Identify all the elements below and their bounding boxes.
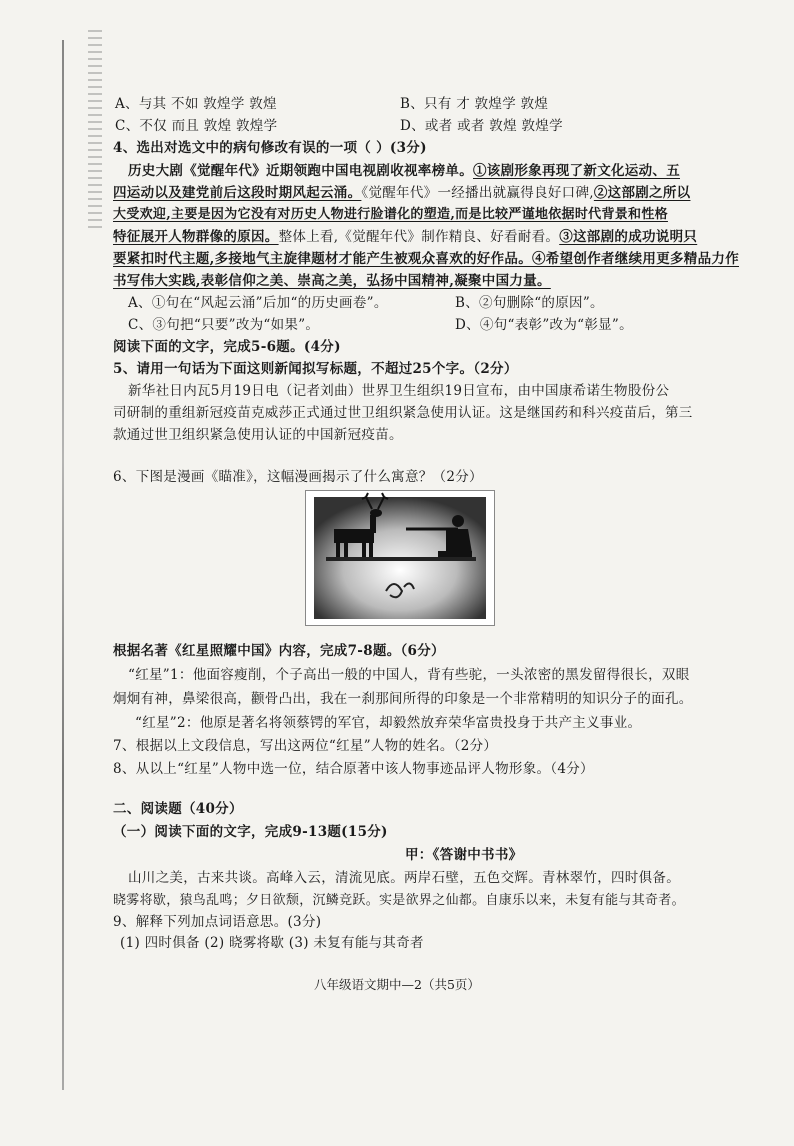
q4-para-line4 xyxy=(113,228,697,246)
q4-sentence-3-cont: 要紧扣时代主题,多接地气主旋律题材才能产生被观众喜欢的好作品。 xyxy=(113,251,532,267)
q4-sentence-2: ②这部剧之所以 xyxy=(593,185,691,201)
q4-sentence-2-cont: 大受欢迎,主要是因为它没有对历史人物进行脸谱化的塑造,而是比较严谨地依据时代背景和性格 xyxy=(113,207,668,222)
q4-sentence-1: ①该剧形象再现了新文化运动、五 xyxy=(473,163,680,179)
q5-news-line1: 新华社日内瓦5月19日电（记者刘曲）世界卫生组织19日宣布，由中国康希诺生物股份公 xyxy=(128,383,670,399)
q4-text: 《觉醒年代》一经播出就赢得良好口碑, xyxy=(361,185,594,201)
q4-sentence-4-cont: 书写伟大实践,表彰信仰之美、崇高之美，弘扬中国精神,凝聚中国力量。 xyxy=(113,273,551,289)
q9-items: (1) 四时俱备 (2) 晓雾将歇 (3) 未复有能与其奇者 xyxy=(120,935,424,951)
red-star-2: “红星”2：他原是著名将领蔡锷的军官，却毅然放弃荣华富贵投身于共产主义事业。 xyxy=(135,715,642,731)
q3-option-d: D、或者 或者 敦煌 敦煌学 xyxy=(400,118,563,134)
q4-para-line5 xyxy=(113,250,739,268)
text-jia-title: 甲：《答谢中书书》 xyxy=(405,847,523,863)
q4-stem: 4、选出对选文中的病句修改有误的一项（ ）(3分) xyxy=(113,140,427,156)
q4-text: 整体上看,《觉醒年代》制作精良、好看耐看。 xyxy=(278,229,560,245)
q4-option-b: B、②句删除“的原因”。 xyxy=(455,295,604,311)
cartoon-aiming-image xyxy=(305,490,495,626)
q4-option-a: A、①句在“风起云涌”后加“的历史画卷”。 xyxy=(128,295,388,311)
q5-6-intro: 阅读下面的文字，完成5-6题。(4分) xyxy=(113,339,341,355)
q7-stem: 7、根据以上文段信息，写出这两位“红星”人物的姓名。（2分） xyxy=(113,738,498,754)
q5-news-line3: 款通过世卫组织紧急使用认证的中国新冠疫苗。 xyxy=(113,427,403,443)
q4-para-line2 xyxy=(113,184,690,202)
q4-option-c: C、③句把“只要”改为“如果”。 xyxy=(128,317,320,333)
q9-stem: 9、解释下列加点词语意思。(3分) xyxy=(113,914,322,930)
text-jia-line2: 晓雾将歇，猿鸟乱鸣；夕日欲颓，沉鳞竞跃。实是欲界之仙都。自康乐以来，未复有能与其奇者。 xyxy=(113,893,685,908)
text-jia-line1: 山川之美，古来共谈。高峰入云，清流见底。两岸石壁，五色交辉。青林翠竹，四时俱备。 xyxy=(128,870,680,886)
q6-stem: 6、下图是漫画《瞄准》，这幅漫画揭示了什么寓意？（2分） xyxy=(113,469,483,485)
section-2-title: 二、阅读题（40分） xyxy=(113,801,243,817)
q4-sentence-4: ④希望创作者继续用更多精品力作 xyxy=(532,251,739,267)
q4-para-line1 xyxy=(128,162,680,180)
q4-option-d: D、④句“表彰”改为“彰显”。 xyxy=(455,317,633,333)
q3-option-a: A、与其 不如 敦煌学 敦煌 xyxy=(115,96,277,112)
q4-sentence-2-end: 特征展开人物群像的原因。 xyxy=(113,229,279,245)
q5-stem: 5、请用一句话为下面这则新闻拟写标题，不超过25个字。（2分） xyxy=(113,361,518,377)
q8-stem: 8、从以上“红星”人物中选一位，结合原著中该人物事迹品评人物形象。（4分） xyxy=(113,761,594,777)
cartoon-illustration xyxy=(306,491,494,625)
page-footer: 八年级语文期中—2（共5页） xyxy=(314,977,480,992)
q3-option-c: C、不仅 而且 敦煌 敦煌学 xyxy=(115,118,278,134)
q3-option-b: B、只有 才 敦煌学 敦煌 xyxy=(400,96,549,112)
red-star-1-line1: “红星”1：他面容瘦削，个子高出一般的中国人，背有些驼，一头浓密的黑发留得很长，双眼 xyxy=(128,667,690,683)
red-star-1-line2: 炯炯有神，鼻梁很高，颧骨凸出，我在一刹那间所得的印象是一个非常精明的知识分子的面孔。 xyxy=(113,691,693,707)
q4-sentence-1-cont: 四运动以及建党前后这段时期风起云涌。 xyxy=(113,185,362,201)
q4-sentence-3: ③这部剧的成功说明只 xyxy=(559,229,698,245)
q5-news-line2: 司研制的重组新冠疫苗克威莎正式通过世卫组织紧急使用认证。这是继国药和科兴疫苗后，第三 xyxy=(113,405,693,421)
section-2-sub1: （一）阅读下面的文字，完成9-13题(15分) xyxy=(113,824,388,840)
q4-text: 历史大剧《觉醒年代》近期领跑中国电视剧收视率榜单。 xyxy=(128,163,473,179)
q7-8-intro: 根据名著《红星照耀中国》内容，完成7-8题。（6分） xyxy=(113,643,445,659)
